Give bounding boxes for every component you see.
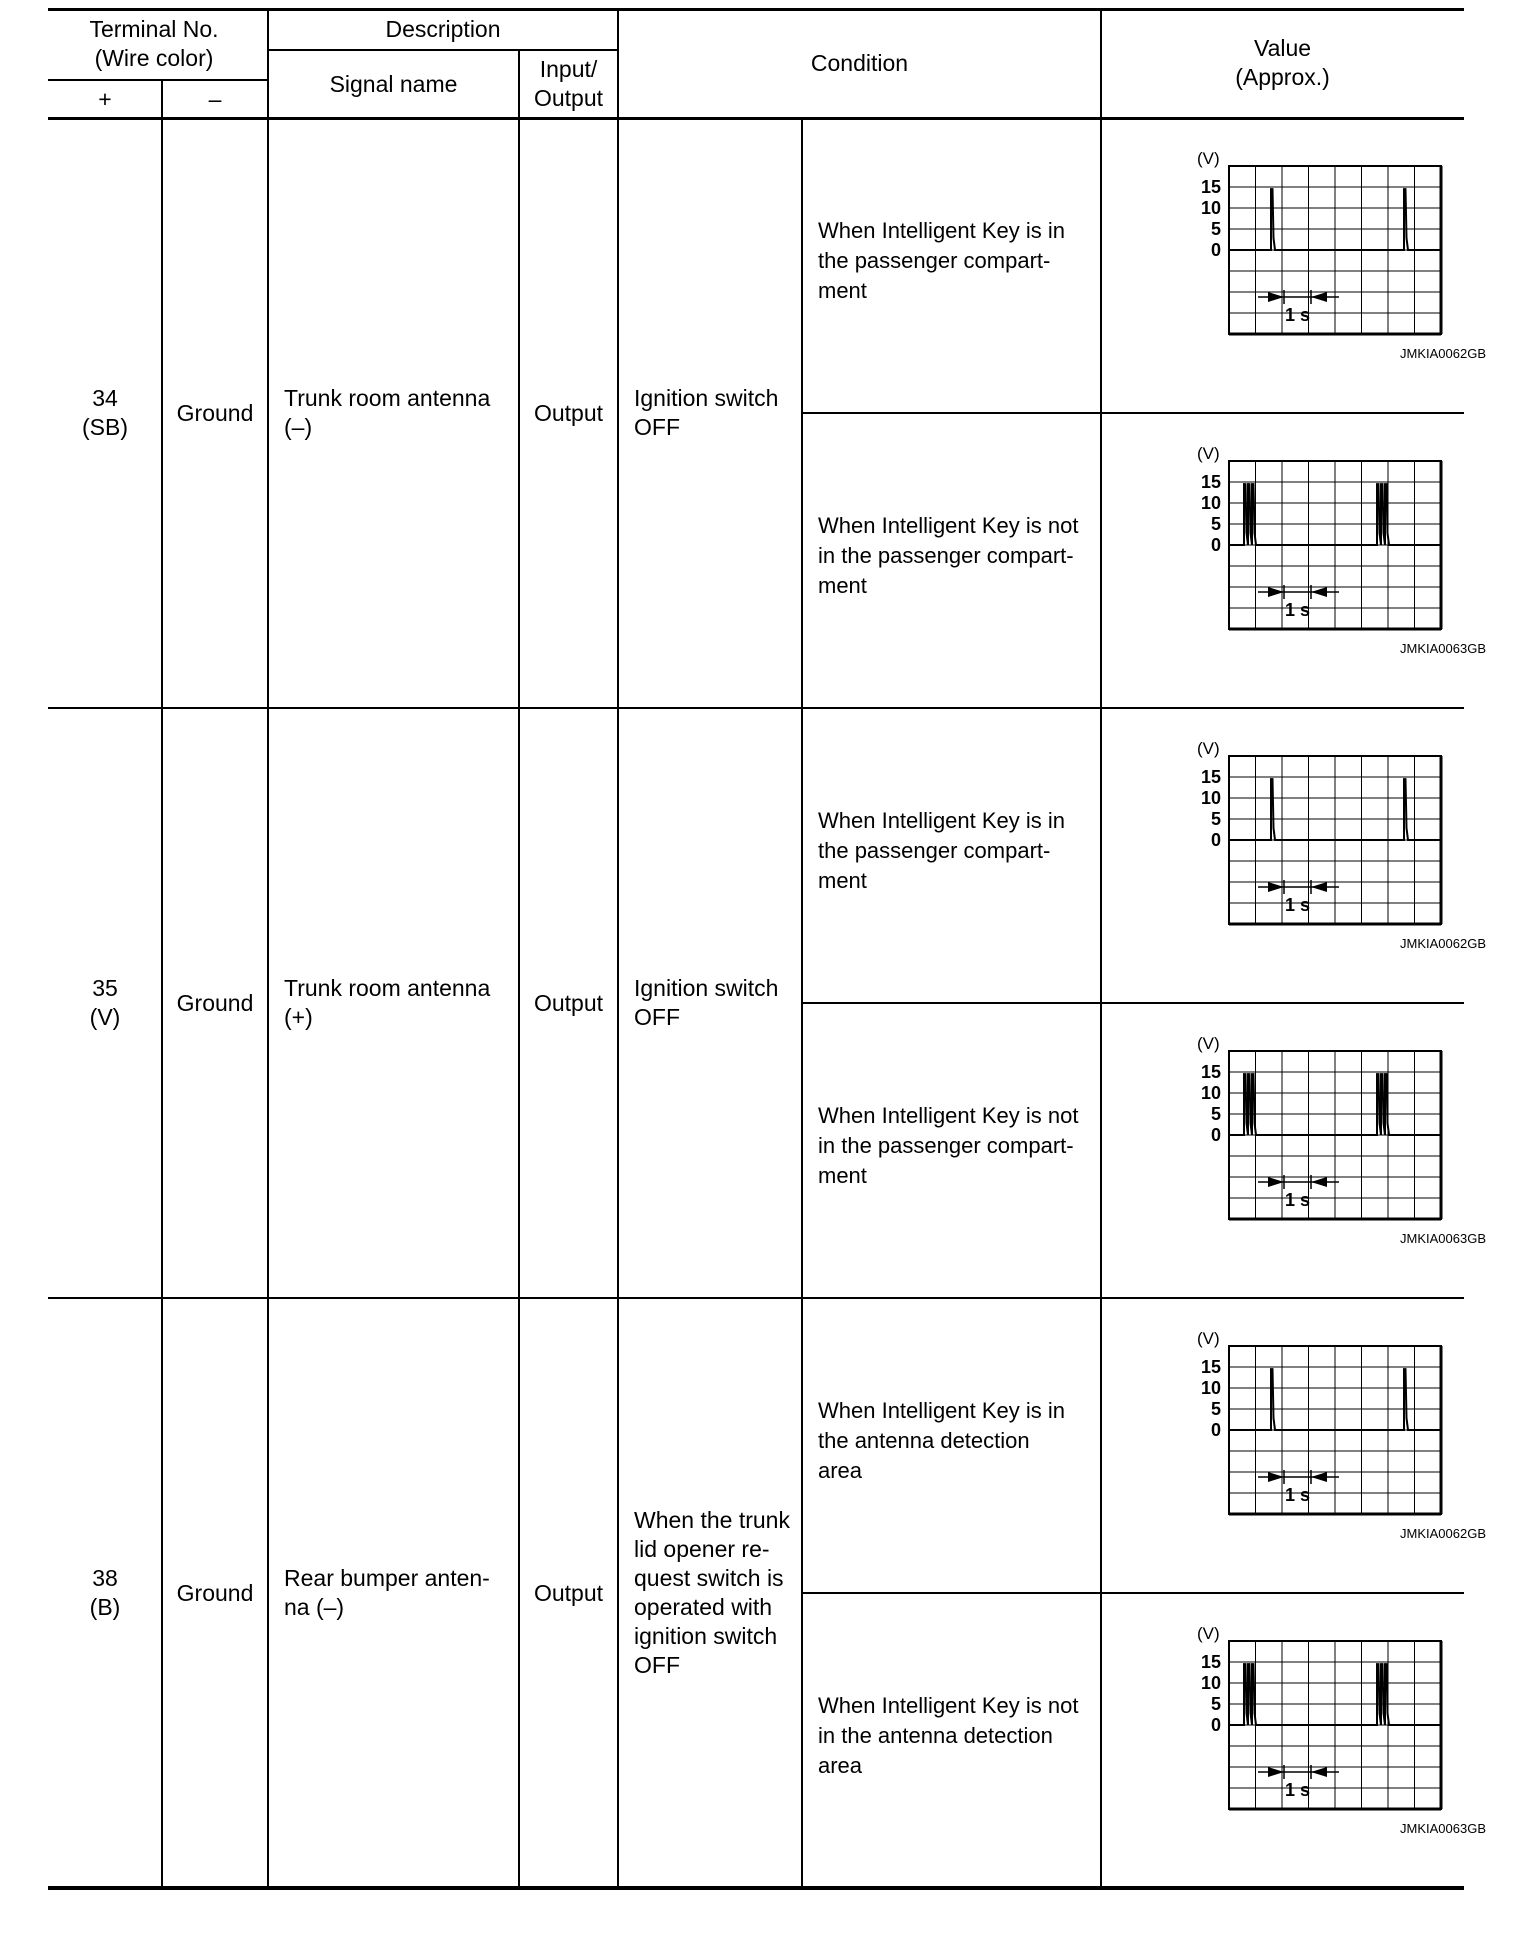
y-tick-label: 15 <box>1200 472 1221 492</box>
condition-sub-text: When Intelligent Key is not in the passenger compart- ment <box>818 512 1079 598</box>
condition-sub <box>802 1593 1101 1878</box>
rule-h <box>802 1592 1464 1594</box>
y-tick-label: 0 <box>1210 1715 1221 1735</box>
terminal-table <box>48 8 1486 1895</box>
signal-name-text: Rear bumper anten- na (–) <box>284 1565 490 1620</box>
figure-code: JMKIA0063GB <box>1400 1821 1486 1836</box>
figure-code: JMKIA0062GB <box>1400 346 1486 361</box>
input-output-text: Output <box>533 399 604 426</box>
rule-v <box>617 8 619 1888</box>
condition-main <box>618 1298 802 1888</box>
y-tick-label: 10 <box>1200 493 1221 513</box>
condition-sub-text: When Intelligent Key is in the passenger compart- ment <box>818 217 1066 303</box>
waveform-chart <box>1101 413 1486 708</box>
rule-h <box>48 117 1464 120</box>
y-tick-label: 15 <box>1200 177 1221 197</box>
condition-main-text: When the trunk lid opener re- quest switch is operated with ignition switch OFF <box>634 1507 790 1678</box>
waveform-svg <box>1101 1298 1486 1593</box>
waveform-svg <box>1101 1593 1486 1888</box>
header-terminal-no: Terminal No. (Wire color) <box>89 16 219 71</box>
waveform-svg <box>1101 413 1486 708</box>
y-tick-label: 5 <box>1210 1104 1221 1124</box>
arrow-left-icon <box>1311 1767 1327 1777</box>
time-label: 1 s <box>1284 305 1311 325</box>
y-tick-label: 5 <box>1210 219 1221 239</box>
y-tick-label: 10 <box>1200 788 1221 808</box>
condition-sub <box>802 1298 1101 1583</box>
rule-h <box>48 8 1464 11</box>
y-unit: (V) <box>1197 1624 1220 1643</box>
terminal-plus-text: 38 (B) <box>89 1565 121 1620</box>
waveform-chart <box>1101 1593 1486 1888</box>
condition-main <box>618 118 802 708</box>
condition-sub-text: When Intelligent Key is in the passenger compart- ment <box>818 807 1066 893</box>
header-value: Value (Approx.) <box>1235 35 1330 90</box>
y-tick-label: 0 <box>1210 1420 1221 1440</box>
condition-sub <box>802 413 1101 698</box>
input-output <box>519 1298 618 1888</box>
condition-main-text: Ignition switch OFF <box>634 975 779 1030</box>
header-condition: Condition <box>810 49 909 76</box>
waveform-chart <box>1101 118 1486 413</box>
y-tick-label: 15 <box>1200 1062 1221 1082</box>
condition-sub <box>802 1003 1101 1288</box>
terminal-minus-text: Ground <box>176 1579 254 1606</box>
y-tick-label: 10 <box>1200 1673 1221 1693</box>
terminal-plus <box>48 1298 162 1888</box>
rule-v <box>267 8 269 1888</box>
terminal-minus <box>162 708 268 1298</box>
waveform-chart <box>1101 1003 1486 1298</box>
rule-h <box>802 1002 1464 1004</box>
header-description: Description <box>385 15 501 42</box>
terminal-plus <box>48 118 162 708</box>
waveform-svg <box>1101 1003 1486 1298</box>
y-unit: (V) <box>1197 444 1220 463</box>
time-label: 1 s <box>1284 1485 1311 1505</box>
time-label: 1 s <box>1284 895 1311 915</box>
condition-sub-text: When Intelligent Key is not in the passenger compart- ment <box>818 1102 1079 1188</box>
figure-code: JMKIA0063GB <box>1400 641 1486 656</box>
y-tick-label: 5 <box>1210 809 1221 829</box>
input-output-text: Output <box>533 1579 604 1606</box>
rule-h <box>268 49 618 51</box>
y-tick-label: 10 <box>1200 1378 1221 1398</box>
waveform-chart <box>1101 708 1486 1003</box>
terminal-minus-text: Ground <box>176 399 254 426</box>
rule-h <box>48 79 268 81</box>
waveform-svg <box>1101 708 1486 1003</box>
signal-name-text: Trunk room antenna (–) <box>284 385 491 440</box>
arrow-left-icon <box>1311 1472 1327 1482</box>
figure-code: JMKIA0063GB <box>1400 1231 1486 1246</box>
y-tick-label: 0 <box>1210 535 1221 555</box>
header-input-output: Input/ Output <box>533 56 604 111</box>
rule-v <box>161 80 163 1888</box>
rule-v <box>1100 8 1102 1888</box>
terminal-plus-text: 35 (V) <box>89 975 121 1030</box>
arrow-left-icon <box>1311 587 1327 597</box>
y-unit: (V) <box>1197 1329 1220 1348</box>
terminal-minus-text: Ground <box>176 989 254 1016</box>
arrow-left-icon <box>1311 882 1327 892</box>
condition-main-text: Ignition switch OFF <box>634 385 779 440</box>
rule-v <box>518 50 520 1888</box>
terminal-plus <box>48 708 162 1298</box>
y-tick-label: 15 <box>1200 1652 1221 1672</box>
y-tick-label: 0 <box>1210 240 1221 260</box>
terminal-minus <box>162 118 268 708</box>
input-output-text: Output <box>533 989 604 1016</box>
y-tick-label: 10 <box>1200 1083 1221 1103</box>
arrow-left-icon <box>1311 292 1327 302</box>
header-signal-name: Signal name <box>329 70 458 97</box>
y-unit: (V) <box>1197 739 1220 758</box>
condition-sub <box>802 118 1101 403</box>
y-tick-label: 0 <box>1210 1125 1221 1145</box>
y-unit: (V) <box>1197 1034 1220 1053</box>
rule-h <box>48 707 1464 709</box>
signal-name <box>268 708 519 1298</box>
condition-sub <box>802 708 1101 993</box>
y-tick-label: 0 <box>1210 830 1221 850</box>
figure-code: JMKIA0062GB <box>1400 1526 1486 1541</box>
time-label: 1 s <box>1284 1190 1311 1210</box>
y-tick-label: 5 <box>1210 514 1221 534</box>
input-output <box>519 118 618 708</box>
y-tick-label: 15 <box>1200 1357 1221 1377</box>
y-unit: (V) <box>1197 149 1220 168</box>
rule-h <box>802 412 1464 414</box>
y-tick-label: 10 <box>1200 198 1221 218</box>
y-tick-label: 5 <box>1210 1399 1221 1419</box>
terminal-minus <box>162 1298 268 1888</box>
y-tick-label: 5 <box>1210 1694 1221 1714</box>
rule-h <box>48 1297 1464 1299</box>
header-plus: + <box>98 85 112 112</box>
time-label: 1 s <box>1284 1780 1311 1800</box>
time-label: 1 s <box>1284 600 1311 620</box>
terminal-plus-text: 34 (SB) <box>82 385 128 440</box>
header-minus: – <box>208 85 222 112</box>
arrow-left-icon <box>1311 1177 1327 1187</box>
input-output <box>519 708 618 1298</box>
figure-code: JMKIA0062GB <box>1400 936 1486 951</box>
signal-name <box>268 1298 519 1888</box>
y-tick-label: 15 <box>1200 767 1221 787</box>
waveform-chart <box>1101 1298 1486 1593</box>
rule-v <box>801 118 803 1888</box>
rule-h <box>48 1886 1464 1890</box>
condition-main <box>618 708 802 1298</box>
condition-sub-text: When Intelligent Key is not in the antenna detection area <box>818 1692 1079 1778</box>
signal-name-text: Trunk room antenna (+) <box>284 975 491 1030</box>
signal-name <box>268 118 519 708</box>
condition-sub-text: When Intelligent Key is in the antenna detection area <box>818 1397 1066 1483</box>
waveform-svg <box>1101 118 1486 413</box>
